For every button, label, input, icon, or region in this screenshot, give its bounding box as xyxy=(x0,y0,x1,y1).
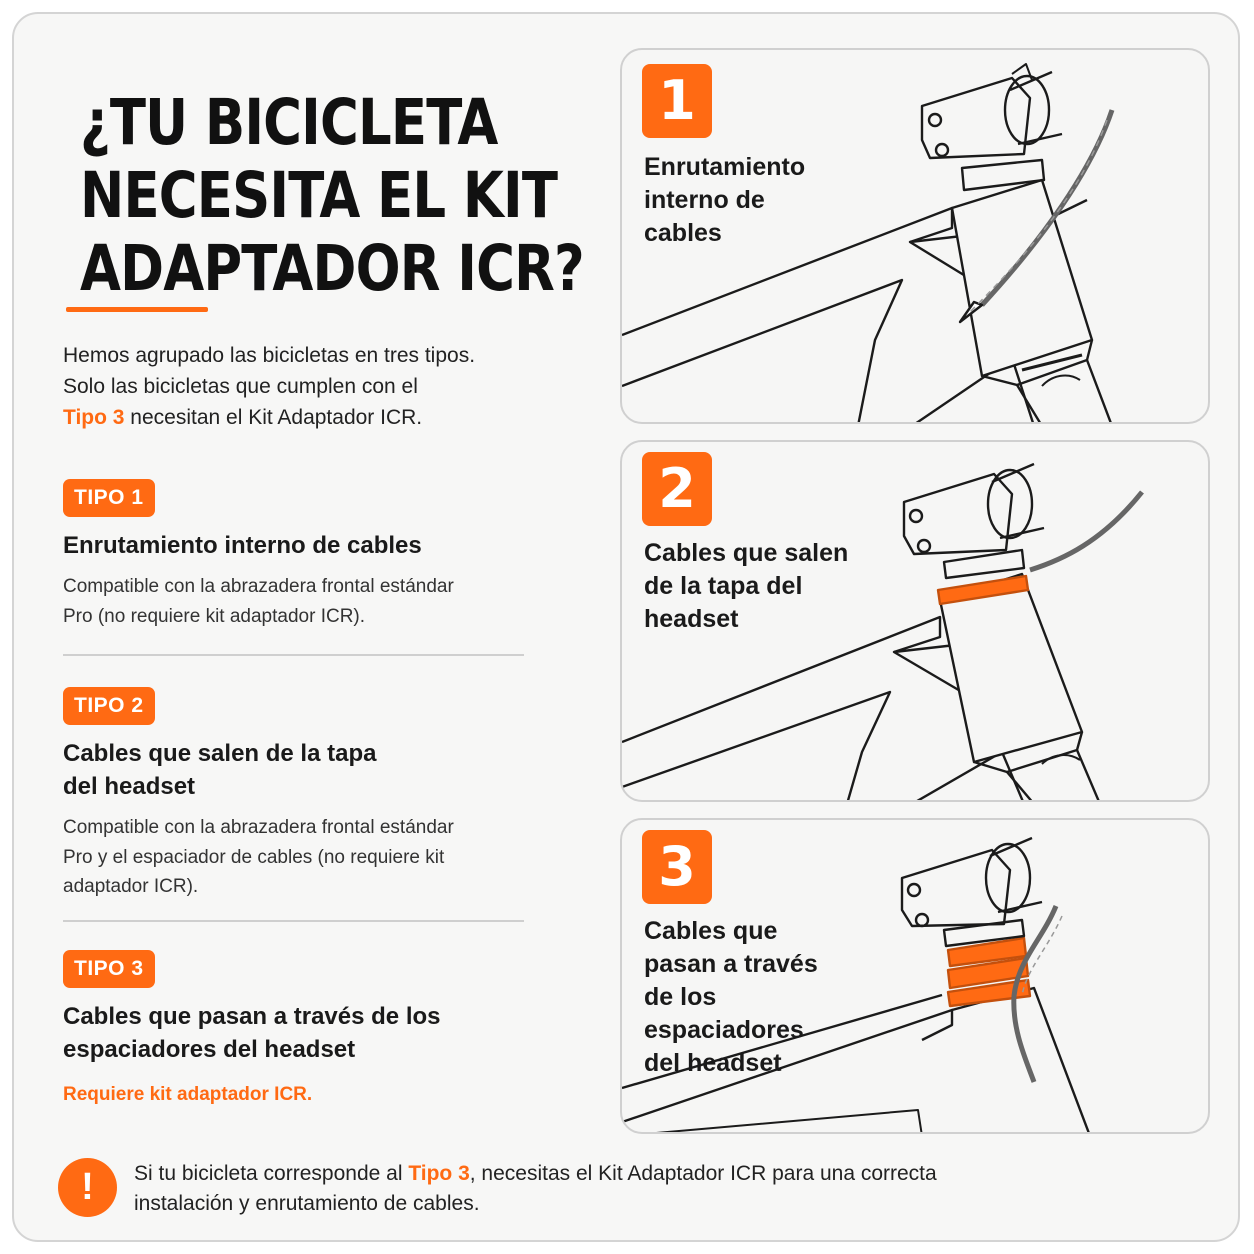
type-badge: TIPO 1 xyxy=(63,479,155,517)
description-line: Pro y el espaciador de cables (no requiere kit xyxy=(63,846,445,868)
label-line: espaciadores xyxy=(644,1016,804,1044)
type-3-section xyxy=(63,950,533,1110)
type-description xyxy=(63,813,533,902)
type-2-section xyxy=(63,687,533,902)
description-line: Compatible con la abrazadera frontal estándar xyxy=(63,576,454,597)
intro-highlight: Tipo 3 xyxy=(63,406,125,429)
panel-label xyxy=(644,151,884,250)
section-divider xyxy=(63,654,524,656)
footer-text-part: Si tu bicicleta corresponde al xyxy=(134,1162,409,1185)
footer-text-part: , necesitas el Kit Adaptador ICR para una correcta xyxy=(469,1162,937,1185)
page-title xyxy=(80,86,584,305)
step-number-badge: 3 xyxy=(642,830,712,904)
step-number-badge: 1 xyxy=(642,64,712,138)
type-badge: TIPO 2 xyxy=(63,687,155,725)
type-title xyxy=(63,737,533,803)
intro-line: necesitan el Kit Adaptador ICR. xyxy=(124,406,423,429)
panel-type-3 xyxy=(620,818,1210,1134)
title-line: espaciadores del headset xyxy=(63,1036,356,1063)
description-line: Compatible con la abrazadera frontal estándar xyxy=(63,817,454,838)
title-accent-rule xyxy=(66,307,208,312)
section-divider xyxy=(63,920,524,922)
label-line: Enrutamiento xyxy=(644,153,806,181)
title-line: ¿TU BICICLETA xyxy=(80,86,498,159)
label-line: de los xyxy=(644,983,717,1011)
footer-highlight: Tipo 3 xyxy=(408,1162,470,1185)
requirement-note: Requiere kit adaptador ICR. xyxy=(63,1084,313,1105)
title-line: del headset xyxy=(63,773,196,800)
label-line: pasan a través xyxy=(644,950,818,978)
label-line: Cables que salen xyxy=(644,539,849,567)
panel-label xyxy=(644,915,884,1080)
intro-line: Solo las bicicletas que cumplen con el xyxy=(63,375,418,398)
exclamation-icon: ! xyxy=(58,1158,117,1217)
footer-text-part: instalación y enrutamiento de cables. xyxy=(134,1192,480,1215)
description-line: adaptador ICR). xyxy=(63,876,199,897)
label-line: interno de xyxy=(644,186,765,214)
panel-type-2 xyxy=(620,440,1210,802)
panel-label xyxy=(644,537,884,636)
footer-text xyxy=(134,1159,1134,1219)
label-line: cables xyxy=(644,219,722,247)
type-title xyxy=(63,1000,533,1066)
label-line: del headset xyxy=(644,1049,782,1077)
type-badge: TIPO 3 xyxy=(63,950,155,988)
panel-type-1 xyxy=(620,48,1210,424)
title-line: NECESITA EL KIT xyxy=(80,159,558,232)
title-line: Cables que pasan a través de los xyxy=(63,1003,441,1030)
intro-line: Hemos agrupado las bicicletas en tres tipos. xyxy=(63,344,476,367)
description-line: Pro (no requiere kit adaptador ICR). xyxy=(63,605,366,627)
step-number-badge: 2 xyxy=(642,452,712,526)
label-line: headset xyxy=(644,605,739,633)
type-1-section xyxy=(63,479,533,631)
label-line: Cables que xyxy=(644,917,778,945)
label-line: de la tapa del xyxy=(644,572,803,600)
footer-note xyxy=(58,1158,1188,1220)
type-title: Enrutamiento interno de cables xyxy=(63,532,422,559)
title-line: ADAPTADOR ICR? xyxy=(80,232,584,305)
intro-paragraph xyxy=(63,340,583,433)
title-line: Cables que salen de la tapa xyxy=(63,740,377,767)
type-description xyxy=(63,572,533,631)
